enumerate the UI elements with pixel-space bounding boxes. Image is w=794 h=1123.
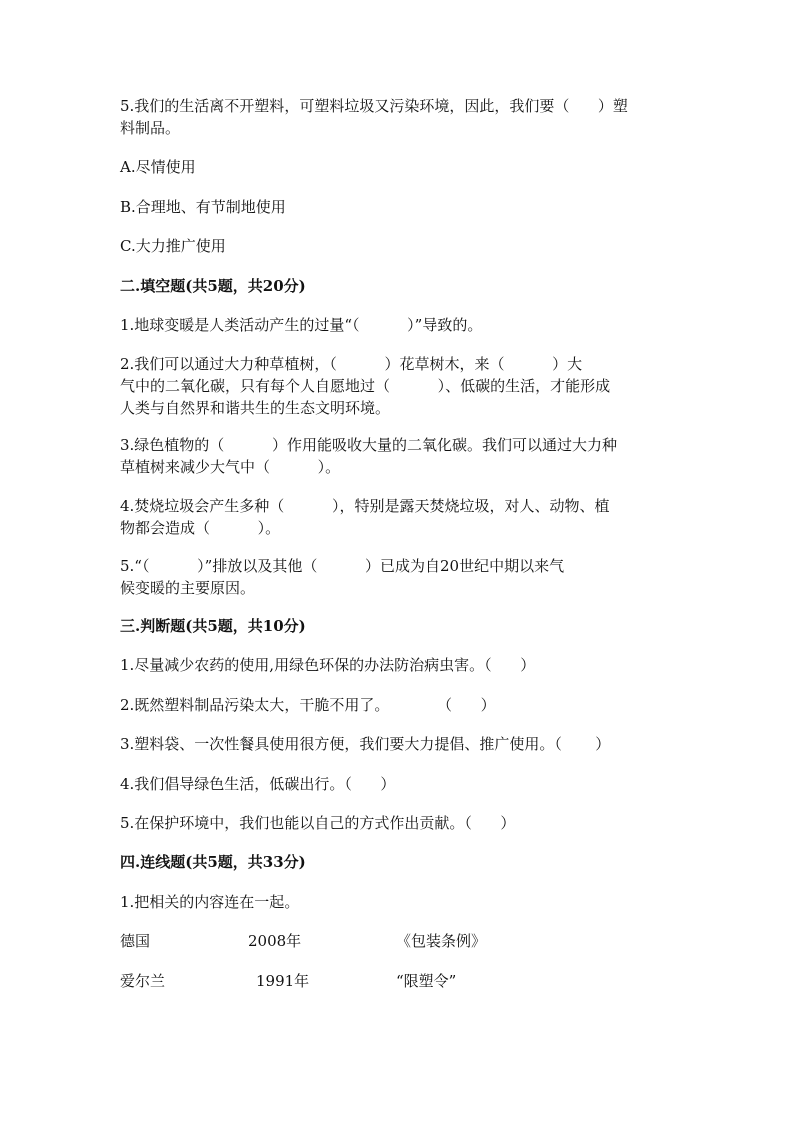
- judge-question-3: 3.塑料袋、一次性餐具使用很方便，我们要大力提倡、推广使用。（ ）: [120, 735, 611, 753]
- fill-question-2-line2: 气中的二氧化碳，只有每个人自愿地过（ ）、低碳的生活，才能形成: [120, 377, 611, 395]
- choice-option-c: C.大力推广使用: [120, 237, 226, 255]
- fill-question-5-line1: 5.“（ ）”排放以及其他（ ）已成为自20世纪中期以来气: [120, 557, 565, 575]
- matching-item: 《包装条例》: [396, 932, 487, 950]
- choice-option-a: A.尽情使用: [120, 158, 196, 176]
- choice-question-5-stem-line2: 料制品。: [120, 119, 181, 137]
- matching-year: 2008年: [248, 932, 302, 950]
- judge-question-1: 1.尽量减少农药的使用,用绿色环保的办法防治病虫害。（ ）: [120, 656, 536, 674]
- matching-country: 德国: [120, 932, 151, 950]
- matching-item: “限塑令”: [396, 972, 457, 990]
- fill-question-3-line2: 草植树来减少大气中（ ）。: [120, 458, 341, 476]
- section-heading-fill-blank: 二.填空题(共5题，共20分): [120, 277, 306, 295]
- fill-question-2-line1: 2.我们可以通过大力种草植树，（ ）花草树木，来（ ）大: [120, 355, 583, 373]
- fill-question-3-line1: 3.绿色植物的（ ）作用能吸收大量的二氧化碳。我们可以通过大力种: [120, 436, 617, 454]
- fill-question-1: 1.地球变暖是人类活动产生的过量“（ ）”导致的。: [120, 316, 483, 334]
- fill-question-2-line3: 人类与自然界和谐共生的生态文明环境。: [120, 399, 391, 417]
- choice-question-5-stem-line1: 5.我们的生活离不开塑料，可塑料垃圾又污染环境，因此，我们要（ ）塑: [120, 97, 628, 115]
- fill-question-4-line1: 4.焚烧垃圾会产生多种（ ），特别是露天焚烧垃圾，对人、动物、植: [120, 497, 610, 515]
- matching-country: 爱尔兰: [120, 972, 166, 990]
- judge-question-4: 4.我们倡导绿色生活，低碳出行。（ ）: [120, 775, 396, 793]
- section-heading-matching: 四.连线题(共5题，共33分): [120, 853, 306, 871]
- section-heading-true-false: 三.判断题(共5题，共10分): [120, 617, 306, 635]
- judge-question-2: 2.既然塑料制品污染太大，干脆不用了。 （ ）: [120, 696, 496, 714]
- choice-option-b: B.合理地、有节制地使用: [120, 198, 286, 216]
- matching-year: 1991年: [256, 972, 310, 990]
- matching-question-1: 1.把相关的内容连在一起。: [120, 893, 300, 911]
- judge-question-5: 5.在保护环境中，我们也能以自己的方式作出贡献。（ ）: [120, 814, 516, 832]
- fill-question-5-line2: 候变暖的主要原因。: [120, 579, 256, 597]
- fill-question-4-line2: 物都会造成（ ）。: [120, 519, 281, 537]
